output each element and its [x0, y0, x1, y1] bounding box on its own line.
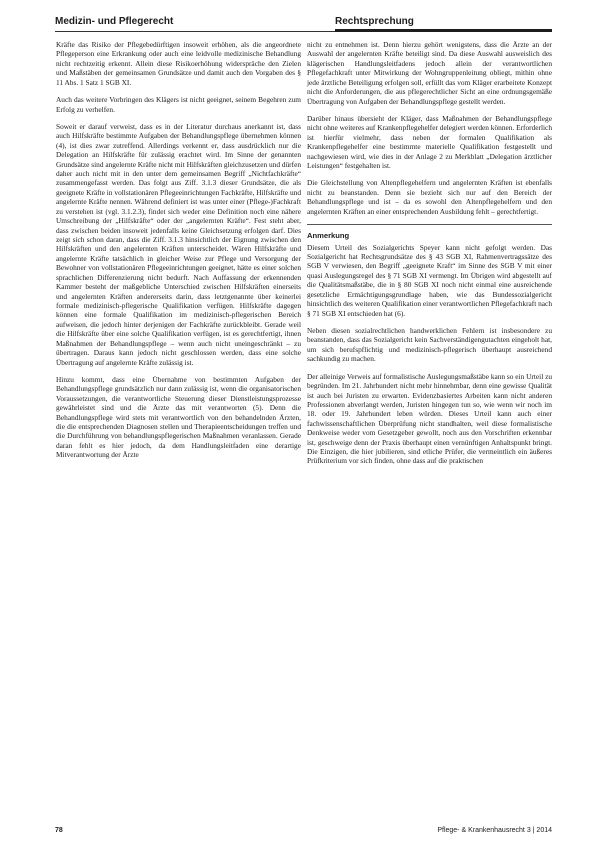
category-title: Rechtsprechung: [335, 16, 414, 27]
paragraph: Auch das weitere Vorbringen des Klägers ist nicht geeignet, seinem Begehren zum Erfolg zu verhelfen.: [56, 95, 301, 114]
right-column: [307, 40, 552, 474]
paragraph: Darüber hinaus übersieht der Kläger, dass Maßnahmen der Behandlungspflege nicht ohne weiteres auf Krankenpflegehelfer delegiert werden können. Erforderlich ist hierfür vielmehr, dass neben der formalen Qualifikation als Krankenpflegehelfer eine bestimmte materielle Qualifikation festgestellt und nachgewiesen wird, wie dies in der Anlage 2 zu Merkblatt „Delegation ärztlicher Leistungen“ festgehalten ist.: [307, 113, 552, 171]
journal-citation: Pflege- & Krankenhausrecht 3 | 2014: [437, 827, 552, 834]
header-tab-bar: [335, 29, 552, 32]
paragraph: Kräfte das Risiko der Pflegebedürftigen insoweit erhöhen, als die angeordnete Pflegeperson eine Erkrankung oder auch eine leidvolle medizinische Behandlung nicht rechtzeitig erkennt. Allein diese Risikoerhöhung widerspräche den Zielen und Maßstäben der gemeinsamen Grundsätze und damit auch den Vorgaben des § 11 Abs. 1 Satz 1 SGB XI.: [56, 40, 301, 87]
paragraph: Diesem Urteil des Sozialgerichts Speyer kann nicht gefolgt werden. Das Sozialgericht hat Rechtsgrundsätze des § 43 SGB XI, Rahmenvertragssätze des SGB V verwiesen, den Begriff „geeignete Kraft“ im Sinne des SGB V mit einer quasi Auslegungsregel des § 71 SGB XI vermengt. Im Übrigen wird abgestellt auf die Qualitätsmaßstäbe, die in § 80 SGB XI noch nicht einmal eine ausreichende gesetzliche Ermächtigungsgrundlage haben, wie das Bundessozialgericht hinsichtlich des weiteren Qualifikation einer verantwortlichen Pflegefachkraft nach § 71 SGB XI entschieden hat (6).: [307, 242, 552, 318]
paragraph: nicht zu entnehmen ist. Denn hierzu gehört wenigstens, dass die Ärzte an der Auswahl der angelernten Kräfte beteiligt sind. Da diese Auswahl ausweislich des klägerischen Handlungsleitfadens jedoch allein der verantwortlichen Pflegefachkraft unter Mitwirkung der Wohngruppenleitung obliegt, mithin ohne jede ärztliche Beteiligung erfolgen soll, erfüllt das vom Kläger erarbeitete Konzept nicht die Anforderungen, die aus pflegerechtlicher Sicht an eine ordnungsgemäße Übertragung von Aufgaben der Behandlungspflege gestellt werden.: [307, 40, 552, 106]
paragraph: Der alleinige Verweis auf formalistische Auslegungsmaßstäbe kann so ein Urteil zu begründen. Im 21. Jahrhundert nicht mehr hinnehmbar, denn eine gewisse Qualität ist auch bei Juristen zu erwarten. Evidenzbasiertes Arbeiten kann nicht anderen Professionen abverlangt werden, Juristen hingegen tun so, wie wenn wir noch im 18. oder 19. Jahrhundert leben würden. Dieses Urteil kann auch einer fachwissenschaftlichen Überprüfung nicht standhalten, weil diese formalistische Denkweise weder vom Gesetzgeber gewollt, noch aus den Vorschriften erkennbar ist, geschweige denn der Praxis überhaupt einen vernünftigen Anhaltspunkt bringt. Die Einzigen, die hier jubilieren, sind etliche Prüfer, die vermeintlich ein äußeres Prüfkriterium vor sich finden, ohne dass auf die praktischen: [307, 371, 552, 466]
paragraph: Neben diesen sozialrechtlichen handwerklichen Fehlern ist insbesondere zu beanstanden, dass das Sozialgericht kein Sachverständigengutachten eingeholt hat, um sich berufspflichtig und medizinisch-pflegerisch überhaupt ausreichend sachkundig zu machen.: [307, 325, 552, 364]
section-title: Medizin- und Pflegerecht: [55, 16, 174, 27]
section-divider: [307, 224, 552, 225]
paragraph: Soweit er darauf verweist, dass es in der Literatur durchaus anerkannt ist, dass auch Hilfskräfte bestimmte Aufgaben der Behandlungspflege übernehmen können (4), ist dies zwar zutreffend. Allerdings verkennt er, dass ausdrücklich nur die Delegation an Hilfskräfte für zulässig erachtet wird. Im Sinne der genannten Grundsätze sind angelernte Kräfte nicht mit Hilfskräften gleichzusetzen und dürfen daher auch nicht mit in den unter dem gemeinsamen Begriff „Nichtfachkräfte“ zusammengefasst werden. Das folgt aus Ziff. 3.1.3 dieser Grundsätze, die als geeignete Kräfte in vollstationären Pflegeeinrichtungen Fachkräfte, Hilfskräfte und angelernte Kräfte nennen. Während definiert ist was unter einer (Pflege-)Fachkraft zu verstehen ist (vgl. 3.1.2.3), findet sich weder eine Definition noch eine nähere Umschreibung der „Hilfskräfte“ oder der „angelernten Kräfte“. Fest steht aber, dass zwischen beiden insoweit jedenfalls keine Gleichsetzung erfolgen darf. Dies zeigt sich schon daran, dass die Ziff. 3.1.3 hinsichtlich der Eignung zwischen den Hilfskräften und den angelernten Kräften unterscheidet. Wären Hilfskräfte und angelernte Kräfte tatsächlich in gleicher Weise zur Pflege und Versorgung der Bewohner von vollstationären Pflegeeinrichtungen geeignet, hätte es einer solchen sprachlichen Differenzierung nicht bedurft. Nach Auffassung der erkennenden Kammer besteht der maßgebliche Unterschied zwischen Hilfskräften einerseits und angelernten Kräften andererseits darin, dass letztgenannte über keinerlei formale medizinisch-pflegerische Qualifikation verfügen. Hilfskräfte dagegen können eine formale Qualifikation im medizinisch-pflegerischen Bereich aufweisen, die jedoch hinter derjenigen der Fachkräfte zurückbleibt. Gerade weil die Hilfskräfte über eine solche Qualifikation verfügen, ist es gerechtfertigt, ihnen Maßnahmen der Behandlungspflege – wenn auch nicht uneingeschränkt – zu übertragen. Daraus kann jedoch nicht geschlossen werden, dass eine solche Übertragung auf angelernte Kräfte zulässig ist.: [56, 121, 301, 367]
annotation-heading: Anmerkung: [307, 231, 350, 241]
left-column: [56, 40, 301, 468]
paragraph: Hinzu kommt, dass eine Übernahme von bestimmten Aufgaben der Behandlungspflege grundsätzlich nur dann zulässig ist, wenn die organisatorischen Voraussetzungen, die verantwortliche Steuerung dieser Dienstleistungsprozesse gewährleistet sind und die Ärzte das mit verantworten (5). Denn die Behandlungspflege wird stets mit verantwortlich von den behandelnden Ärzten, die die entsprechenden Diagnosen stellen und Therapieentscheidungen treffen und die Durchführung von behandlungspflegerischen Maßnahmen veranlassen. Gerade daran fehlt es hier jedoch, da dem Handlungsleitfaden eine derartige Mitverantwortung der Ärzte: [56, 374, 301, 460]
page-number: 78: [55, 827, 63, 834]
paragraph: Die Gleichstellung von Altenpflegehelfern und angelernten Kräften ist ebenfalls nicht zu beanstanden. Denn sie bezieht sich nur auf den Bereich der Behandlungspflege und ist – da es sowohl den Altenpflegehelfern und den angelernten Kräften an einer entsprechenden Ausbildung fehlt – gerechtfertigt.: [307, 178, 552, 216]
page-header: [55, 12, 552, 32]
